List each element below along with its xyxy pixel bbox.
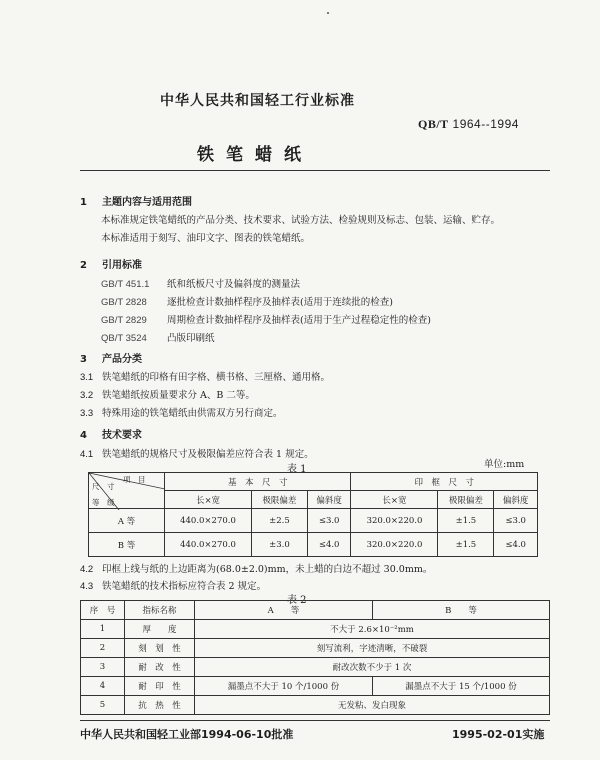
document-title: 铁笔蜡纸 xyxy=(197,145,313,165)
table-1-cell: ±3.0 xyxy=(252,533,308,557)
table-1-cell: ≤4.0 xyxy=(494,533,538,557)
reference-code: GB/T 2829 xyxy=(101,315,147,326)
table-1-corner-cell xyxy=(89,473,165,509)
table-1-col-header: 极限偏差 xyxy=(438,491,494,509)
section-1-paragraph-2: 本标准适用于刻写、油印文字、图表的铁笔蜡纸。 xyxy=(101,233,311,244)
table-1-group-basic: 基 本 尺 寸 xyxy=(165,473,351,491)
table-2-indicator: 耐 印 性 xyxy=(125,677,195,696)
reference-title: 逐批检查计数抽样程序及抽样表(适用于连续批的检查) xyxy=(167,297,393,308)
section-title: 技术要求 xyxy=(102,430,142,441)
table-1-col-header: 偏斜度 xyxy=(494,491,538,509)
table-2-indicator: 抗 热 性 xyxy=(125,696,195,715)
section-title: 主题内容与适用范围 xyxy=(102,197,192,208)
clause-number: 3.1 xyxy=(80,372,94,383)
table-1-cell: ≤3.0 xyxy=(494,509,538,533)
approval-note: 中华人民共和国轻工业部1994-06-10批准 xyxy=(80,728,294,741)
table-2-caption: 表 2 xyxy=(287,595,307,606)
table-2-indicator: 刻 划 性 xyxy=(125,639,195,658)
table-2-indicator: 耐 改 性 xyxy=(125,658,195,677)
table-1-cell: ≤4.0 xyxy=(307,533,351,557)
table-2-header: B 等 xyxy=(373,601,550,620)
table-2-merged-value: 刻写流利，字迹清晰，不破裂 xyxy=(195,639,550,658)
title-divider xyxy=(80,170,550,171)
clause-text: 铁笔蜡纸的技术指标应符合表 2 规定。 xyxy=(102,581,267,592)
table-1-col-header: 偏斜度 xyxy=(307,491,351,509)
reference-title: 凸版印刷纸 xyxy=(167,333,215,344)
table-1-cell: 320.0×220.0 xyxy=(351,509,438,533)
table-1-unit: 单位:mm xyxy=(484,459,525,470)
reference-title: 周期检查计数抽样程序及抽样表(适用于生产过程稳定性的检查) xyxy=(167,315,431,326)
table-2-row-number: 4 xyxy=(81,677,125,696)
clause-3-2 xyxy=(80,387,255,401)
corner-size-label: 尺 寸 xyxy=(92,482,115,491)
standard-name: 中华人民共和国轻工行业标准 xyxy=(160,93,355,109)
table-1 xyxy=(88,472,538,557)
reference-item xyxy=(101,276,300,290)
section-number: 4 xyxy=(80,430,87,441)
document-code xyxy=(418,117,519,132)
reference-title: 纸和纸板尺寸及偏斜度的测量法 xyxy=(167,279,301,290)
table-2-header: A 等 xyxy=(195,601,373,620)
table-2-row-number: 5 xyxy=(81,696,125,715)
clause-number: 3.3 xyxy=(80,408,94,419)
table-1-cell: 440.0×270.0 xyxy=(165,533,252,557)
table-1-grade: A 等 xyxy=(89,509,165,533)
section-2-heading xyxy=(80,256,142,271)
footer-divider xyxy=(80,720,550,721)
corner-grade-label: 等 级 xyxy=(92,498,115,507)
reference-code: QB/T 3524 xyxy=(101,333,147,344)
table-2-header: 序 号 xyxy=(81,601,125,620)
section-title: 产品分类 xyxy=(102,354,142,365)
clause-text: 铁笔蜡纸按质量要求分 A、B 二等。 xyxy=(102,390,255,401)
reference-code: GB/T 2828 xyxy=(101,297,147,308)
table-1-cell: 320.0×220.0 xyxy=(351,533,438,557)
clause-4-1 xyxy=(80,446,314,460)
clause-4-3 xyxy=(80,578,266,592)
section-title: 引用标准 xyxy=(102,260,142,271)
clause-4-2 xyxy=(80,561,432,575)
table-2-value-b: 漏墨点不大于 15 个/1000 份 xyxy=(373,677,550,696)
section-number: 3 xyxy=(80,354,87,365)
table-2 xyxy=(80,600,550,715)
section-number: 1 xyxy=(80,197,87,208)
table-1-col-header: 极限偏差 xyxy=(252,491,308,509)
clause-number: 3.2 xyxy=(80,390,94,401)
reference-item xyxy=(101,330,215,344)
scan-speck xyxy=(327,12,329,14)
reference-item xyxy=(101,312,431,326)
clause-number: 4.3 xyxy=(80,581,94,592)
table-2-value-a: 漏墨点不大于 10 个/1000 份 xyxy=(195,677,373,696)
table-1-col-header: 长×宽 xyxy=(165,491,252,509)
clause-3-3 xyxy=(80,405,283,419)
table-2-merged-value: 不大于 2.6×10⁻²mm xyxy=(195,620,550,639)
table-2-merged-value: 耐改次数不少于 1 次 xyxy=(195,658,550,677)
table-2-row-number: 1 xyxy=(81,620,125,639)
section-1-paragraph-1: 本标准规定铁笔蜡纸的产品分类、技术要求、试验方法、检验规则及标志、包装、运输、贮存。 xyxy=(101,215,501,226)
clause-number: 4.1 xyxy=(80,449,94,460)
table-1-caption: 表 1 xyxy=(287,464,307,475)
reference-code: GB/T 451.1 xyxy=(101,279,150,290)
table-2-merged-value: 无发粘、发白现象 xyxy=(195,696,550,715)
table-1-cell: ≤3.0 xyxy=(307,509,351,533)
table-1-cell: 440.0×270.0 xyxy=(165,509,252,533)
table-1-grade: B 等 xyxy=(89,533,165,557)
table-1-group-frame: 印 框 尺 寸 xyxy=(351,473,538,491)
table-1-col-header: 长×宽 xyxy=(351,491,438,509)
section-number: 2 xyxy=(80,260,87,271)
clause-3-1 xyxy=(80,369,330,383)
section-4-heading xyxy=(80,426,142,441)
table-2-row-number: 3 xyxy=(81,658,125,677)
corner-item-label: 项 目 xyxy=(123,475,146,484)
reference-item xyxy=(101,294,393,308)
table-2-row-number: 2 xyxy=(81,639,125,658)
code-number: 1964--1994 xyxy=(452,117,519,131)
section-1-heading xyxy=(80,193,192,208)
code-prefix: QB/T xyxy=(418,117,449,131)
effective-date: 1995-02-01实施 xyxy=(452,728,545,741)
clause-text: 铁笔蜡纸的规格尺寸及极限偏差应符合表 1 规定。 xyxy=(102,449,314,460)
clause-number: 4.2 xyxy=(80,564,94,575)
clause-text: 印框上线与纸的上边距离为(68.0±2.0)mm，未上蜡的白边不超过 30.0mm。 xyxy=(102,564,433,575)
table-1-cell: ±1.5 xyxy=(438,533,494,557)
table-2-indicator: 厚 度 xyxy=(125,620,195,639)
table-2-header: 指标名称 xyxy=(125,601,195,620)
clause-text: 铁笔蜡纸的印格有田字格、横书格、三厘格、通用格。 xyxy=(102,372,331,383)
clause-text: 特殊用途的铁笔蜡纸由供需双方另行商定。 xyxy=(102,408,283,419)
section-3-heading xyxy=(80,350,142,365)
table-1-cell: ±2.5 xyxy=(252,509,308,533)
table-1-cell: ±1.5 xyxy=(438,509,494,533)
